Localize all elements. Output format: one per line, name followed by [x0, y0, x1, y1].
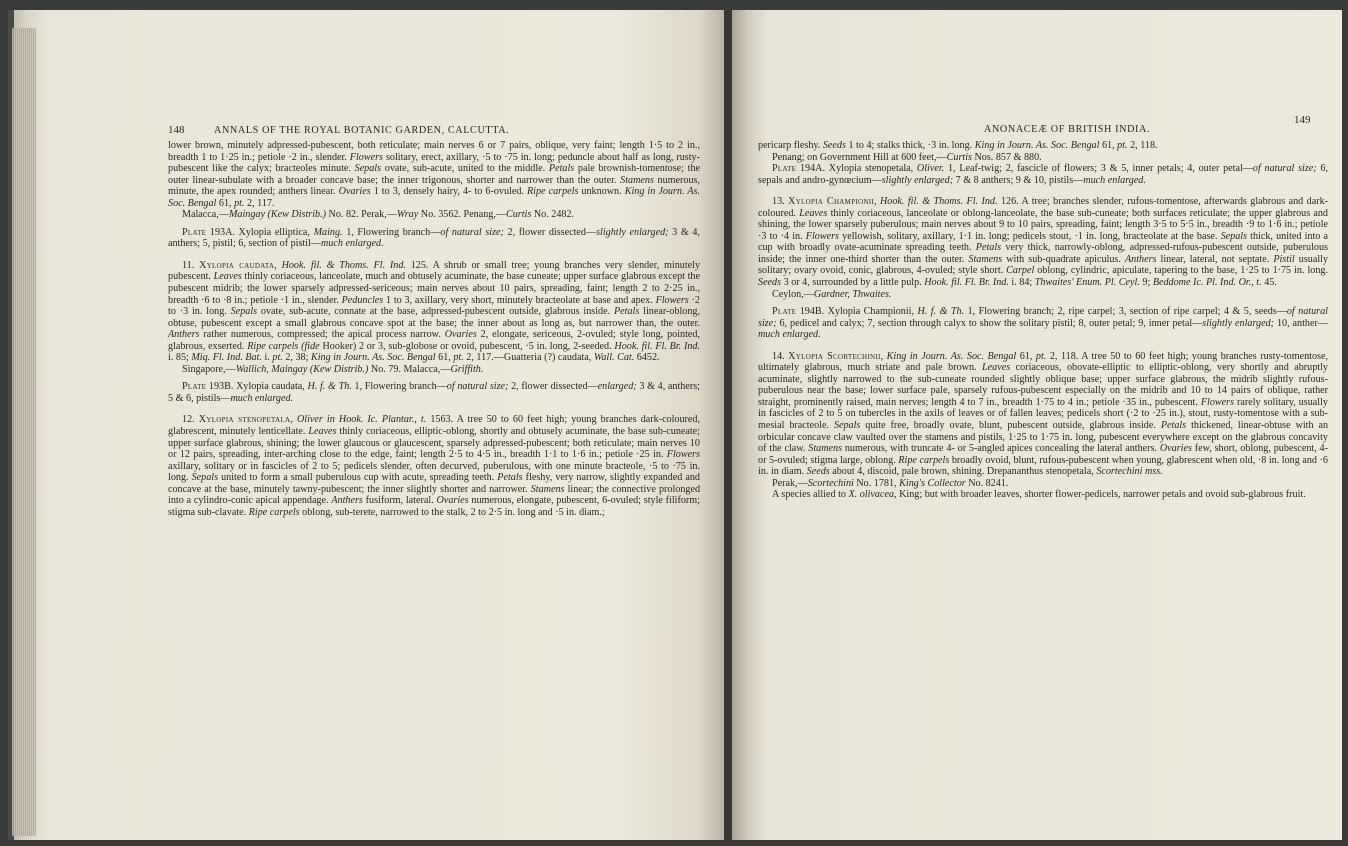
left-page [8, 10, 726, 840]
text-run: slightly enlarged; [596, 226, 669, 238]
paragraph [758, 140, 1328, 152]
text-run: Plate [772, 306, 797, 318]
text-run: thinly coriaceous, lanceolate or oblong-lanceolate, the base sub-cuneate; both surfaces reticulate; the upper glabrous and shining, the lower sparsely puberulous; main nerves about 9 to 10 pairs, spreading, faint; length 3·5 to 5·5 in., breadth ·9 to 1·6 in.; petiole ·3 to ·4 in. [758, 207, 1328, 242]
text-run: Hooker) 2 or 3, sub-globose or ovoid, pubescent, ·5 in. long, 2-seeded. [319, 340, 615, 352]
text-run: pt. [453, 352, 464, 364]
left-page-number: 148 [168, 124, 185, 136]
text-run: Anthers [331, 495, 363, 507]
text-run: Ripe carpels [248, 506, 300, 518]
paragraph [758, 478, 1328, 490]
text-run: Hook. fil. & Thoms. Fl. Ind. [281, 259, 406, 271]
text-run: 61, [1016, 350, 1036, 362]
text-run: 2, 118. [1127, 140, 1158, 151]
text-run: Ripe carpels [898, 454, 950, 466]
text-run: Petals [497, 472, 523, 484]
text-run: Ovaries [1159, 443, 1192, 455]
text-run: Carpel [1006, 265, 1035, 277]
text-run: pt. [1117, 140, 1128, 151]
text-run: Ovaries [444, 329, 477, 341]
text-run: 2, flower dissected— [503, 226, 597, 238]
text-run: of natural size; [446, 381, 509, 393]
text-run: Sepals [191, 472, 219, 484]
paragraph [168, 209, 700, 221]
text-run: with sub-quadrate apiculus. [1002, 253, 1125, 265]
text-run: 2, 117. [244, 197, 275, 209]
text-run: No. 79. Malacca,— [368, 363, 451, 375]
text-run: i. 85; [168, 352, 192, 364]
right-page-number: 149 [1294, 114, 1311, 126]
text-run: usually solitary; ovary ovoid, conic, glabrous, 4-ovuled; style short. [758, 253, 1329, 277]
text-run: Hook. fil. Fl. Br. Ind. [924, 277, 1009, 289]
text-run: Petals [613, 306, 640, 318]
text-run: Plate [182, 226, 207, 238]
text-run: much enlarged. [1083, 174, 1146, 186]
text-run: few, short, oblong, pubescent, 4- or 5-ovuled; stigma large, oblong. [758, 443, 1328, 466]
text-run: Leaves [799, 207, 828, 219]
text-run: linear, lateral, not septate. [1156, 253, 1274, 265]
text-run: H. f. & Th. [917, 306, 965, 318]
paragraph [168, 140, 700, 209]
text-run: 61, [216, 197, 235, 209]
left-page-text [168, 140, 700, 518]
text-run: Gardner, Thwaites. [813, 288, 892, 300]
paragraph [168, 260, 700, 364]
text-run: 9; [1139, 277, 1153, 289]
text-run: Ripe carpels [526, 186, 579, 198]
text-run: of natural size; [1252, 163, 1317, 175]
paragraph [168, 227, 700, 250]
text-run: Thwaites' Enum. Pl. Ceyl. [1034, 277, 1140, 289]
text-run: King in Journ. As. Soc. Bengal [310, 352, 436, 364]
text-run: Miq. Fl. Ind. Bat. [191, 352, 262, 364]
text-run: Scortechini mss. [1096, 466, 1163, 478]
paragraph [168, 381, 700, 404]
text-run: Malacca,— [182, 209, 229, 221]
text-run: Petals [975, 242, 1002, 254]
text-run: fusiform, lateral. [362, 495, 437, 507]
text-run: pale brownish-tomentose; the outer linear-subulate with a broader concave base; the inner trigonous, shorter and narrower than the outer. [168, 163, 700, 186]
text-run: united to form a small puberulous cup with acute, spreading teeth. [218, 472, 498, 484]
text-run: No. 82. Perak,— [325, 209, 397, 221]
text-run: numerous, with truncate 4- or 5-angled apices concealing the lateral anthers. [842, 443, 1160, 455]
text-run: Peduncles [341, 294, 384, 306]
text-run: Seeds [806, 466, 830, 478]
text-run: Griffith. [450, 363, 484, 375]
text-run: 1, Flowering branch— [351, 381, 447, 393]
text-run: Ovaries [436, 495, 469, 507]
right-page [732, 10, 1342, 840]
text-run: Singapore,— [182, 363, 236, 375]
text-run: ·2 to ·3 in. long. [168, 294, 700, 318]
text-run: axillary, solitary or in fascicles of 2 to 5; pedicels slender, often decurved, puberulous, with one minute bracteole, ·5 to ·75 in. long. [168, 460, 700, 484]
text-run: Seeds [758, 277, 782, 289]
paragraph [758, 289, 1328, 301]
text-run: much enlarged. [758, 329, 821, 341]
text-run: pt. [272, 352, 283, 364]
text-run: , [873, 196, 880, 208]
text-run: Xylopia Championii [788, 196, 874, 208]
text-run: Ripe carpels (fide [247, 340, 320, 352]
text-run: Stamens [530, 483, 565, 495]
text-run: No. 2482. [531, 209, 575, 221]
text-run: 1 to 3, densely hairy, 4- to 6-ovuled. [370, 186, 527, 198]
text-run: numerous, elongate, pubescent, 6-ovuled; style filiform; stigma sub-clavate. [168, 495, 700, 518]
text-run: Nos. 857 & 880. [971, 151, 1042, 163]
text-run: 12. [182, 414, 199, 426]
text-run: unknown. [578, 186, 625, 198]
text-run: Curtis [505, 209, 532, 221]
book-spread [8, 10, 1342, 840]
text-run: 1 to 4; stalks thick, ·3 in. long. [845, 140, 975, 151]
text-run: 3 or 4, surrounded by a little pulp. [781, 277, 925, 289]
text-run: Flowers [655, 294, 689, 306]
text-run: 193B. Xylopia caudata, [206, 381, 308, 393]
text-run: Stamens [968, 253, 1003, 265]
text-run: Anthers [168, 329, 200, 341]
text-run: 2, 118. A tree 50 to 60 feet high; young branches rusty-tomentose, ultimately glabrous, much striate and pale brown. [758, 350, 1328, 374]
text-run: pericarp fleshy. [758, 140, 823, 151]
text-run: 6, sepals and andro-gynœcium— [758, 163, 1328, 186]
text-run: 3 & 4, anthers; 5 & 6, pistils— [168, 381, 700, 404]
text-run: Xylopia Scortechinii [788, 350, 881, 362]
text-run: 2, 117.—Guatteria (?) caudata, [463, 352, 594, 364]
text-run: Wallich, Maingay (Kew Distrib.) [235, 363, 369, 375]
text-run: thinly coriaceous, elliptic-oblong, shortly and obtusely acuminate, the base sub-cuneate; upper surface glabrous, shining; the lower glaucous or glaucescent, sparsely adpressed-pubescent; both reticulate; main nerves 10 or 12 pairs, spreading, inter-arching close to the edge, faint; length 2·5 to 4·5 in., breadth 1·1 to 1·6 in.; petiole ·25 in. [168, 426, 700, 461]
text-run: 2, 38; [282, 352, 311, 364]
text-run: No. 1781, [853, 477, 900, 489]
text-run: H. f. & Th. [307, 381, 352, 393]
text-run: Penang; on Government Hill at 600 feet,— [772, 151, 947, 163]
text-run: Xylopia caudata [199, 259, 275, 271]
text-run: , [274, 259, 282, 271]
text-run: yellowish, solitary, axillary, 1·1 in. long; pedicels stout, ·1 in. long, bracteolate at the base. [839, 230, 1221, 242]
text-run: of natural size; [758, 306, 1328, 329]
text-run: numerous, minute, the apex rounded; anthers linear. [168, 174, 700, 198]
text-run: very thick, narrowly-oblong, adpressed-rufous-pubescent outside, puberulous inside; the inner one-third shorter than the outer. [758, 242, 1328, 265]
text-run: Ovaries [338, 186, 371, 198]
text-run: 1 to 3, axillary, very short, minutely bracteolate at base and apex. [383, 294, 656, 306]
text-run: of natural size; [440, 226, 504, 238]
text-run: 194B. Xylopia Championii, [796, 306, 918, 318]
text-run: 10, anther— [1274, 317, 1328, 329]
text-run: broadly ovoid, blunt, rufous-pubescent when young, glabrescent when old, ·8 in. long and ·6 in. in diam. [758, 454, 1328, 478]
text-run: Leaves [982, 362, 1011, 374]
text-run: ovate, sub-acute, connate at the base, adpressed-pubescent outside, glabrous inside. [257, 306, 614, 318]
text-run: Wray [396, 209, 419, 221]
paragraph [168, 364, 700, 376]
text-run: slightly enlarged; [1202, 317, 1275, 329]
text-run: ovate, sub-acute, united to the middle. [381, 163, 549, 175]
text-run: Flowers [349, 151, 383, 163]
text-run: King's Collector [899, 477, 966, 489]
text-run: , [290, 414, 297, 426]
text-run: rather numerous, compressed; the apical process narrow. [199, 329, 445, 341]
text-run: fleshy, very narrow, slightly expanded and concave at the base, minutely tawny-pubescent; the inner slightly shorter and narrower. [168, 472, 700, 495]
left-running-head: ANNALS OF THE ROYAL BOTANIC GARDEN, CALCUTTA. [214, 125, 510, 136]
paragraph [758, 152, 1328, 164]
text-run: 125. A shrub or small tree; young branches very slender, minutely pubescent. [168, 259, 701, 283]
text-run: Xylopia stenopetala [198, 414, 291, 426]
text-run: Leaves [308, 426, 337, 438]
text-run: King in Journ. As. Soc. Bengal [168, 186, 700, 209]
text-run: Perak,— [772, 477, 808, 489]
text-run: Plate [182, 381, 207, 393]
text-run: King; but with broader leaves, shorter flower-pedicels, narrower petals and ovoid sub-glabrous fruit. [896, 489, 1306, 501]
text-run: much enlarged. [321, 238, 384, 250]
text-run: Sepals [833, 420, 861, 432]
text-run: 1563. A tree 50 to 60 feet high; young branches dark-coloured, glabrescent, minutely lenticellate. [168, 414, 701, 438]
paragraph [758, 196, 1328, 288]
text-run: thinly coriaceous, lanceolate, much and obtusely acuminate, the base cuneate; upper surface glabrous except the pubescent midrib; the lower sparsely adpressed-sericeous; main nerves about 10 pairs, spreading, faint; length 2 to 2·25 in., breadth ·6 to ·8 in.; petiole ·1 in., slender. [168, 271, 700, 306]
page-edges [12, 28, 36, 836]
text-run: Scortechini [807, 477, 854, 489]
text-run: i. 84; [1008, 277, 1035, 289]
text-run: 61, [1099, 140, 1118, 151]
text-run: Sepals [354, 163, 382, 175]
text-run: 1, Flowering branch; 2, ripe carpel; 3, section of ripe carpel; 4 & 5, seeds— [964, 306, 1287, 318]
text-run: 61, [435, 352, 454, 364]
text-run: 2, flower dissected— [508, 381, 598, 393]
text-run: Petals [548, 163, 575, 175]
text-run: 45. [1261, 277, 1277, 289]
paragraph [758, 306, 1328, 341]
text-run: linear; the connective prolonged into a cylindro-conic apical appendage. [168, 483, 701, 507]
paragraph [758, 489, 1328, 501]
text-run: thick, united into a cup with broadly ovate-acuminate spreading teeth. [758, 230, 1328, 254]
text-run: Plate [772, 163, 797, 175]
text-run: lower brown, minutely adpressed-pubescent, both reticulate; main nerves 6 or 7 pairs, oblique, very faint; length 1·5 to 2 in., breadth 1 to 1·25 in.; petiole ·2 in., slender. [168, 140, 700, 163]
text-run: pt. [1035, 350, 1047, 362]
text-run: 11. [182, 259, 200, 271]
text-run: No. 8241. [965, 477, 1009, 489]
text-run: slightly enlarged; [881, 174, 954, 186]
text-run: coriaceous, obovate-elliptic to elliptic-oblong, very shortly and abruptly acuminate, slightly narrowed to the sub-cuneate rounded slightly oblique base; upper surface glabrous, the midrib slightly rufous-puberulous near the base; lower surface pale, sparsely rufous-pubescent especially on the midrib and 10 to 14 pairs of oblique, rather straight, prominently raised, main nerves; length 4 to 7 in., breadth 1·75 to 4 in.; petiole ·35 in., pubescent. [758, 362, 1328, 408]
text-run: Sepals [1220, 230, 1248, 242]
text-run: 6, pedicel and calyx; 7, section through calyx to show the solitary pistil; 8, outer petal; 9, inner petal— [776, 317, 1203, 329]
text-run: 14. [772, 350, 789, 362]
text-run: enlarged; [597, 381, 637, 393]
paragraph [758, 351, 1328, 478]
text-run: King in Journ. As. Soc. Bengal [974, 140, 1100, 151]
text-run: oblong, cylindric, apiculate, tapering to the base, 1·25 to 1·75 in. long. [1034, 265, 1328, 277]
text-run: Flowers [666, 449, 700, 461]
text-run: 2, elongate, sericeous, 2-ovuled; style long, pointed, glabrous, exserted. [168, 329, 700, 352]
text-run: Stamens [620, 174, 654, 186]
text-run: Maing. [313, 226, 343, 238]
text-run: Oliver. [916, 163, 945, 175]
text-run: Beddome Ic. Pl. Ind. Or., [1152, 277, 1254, 289]
text-run: , [880, 350, 887, 362]
text-run: t. [420, 414, 427, 426]
text-run: 1, Leaf-twig; 2, fascicle of flowers; 3 & 5, inner petals; 4, outer petal— [944, 163, 1253, 175]
text-run: Flowers [1200, 396, 1235, 408]
text-run: Flowers [805, 230, 839, 242]
text-run: linear-oblong, obtuse, pubescent except a small glabrous concave spot at the base; the inner about as long as, but narrower than, the outer. [168, 306, 701, 329]
text-run: rarely solitary, usually in fascicles of 2 to 5 on tubercles in the axils of leaves or of fallen leaves; pedicels short (·2 to ·25 in.), stout, rusty-tomentose with a sub-mesial bracteole. [758, 396, 1328, 432]
text-run: t. [1256, 277, 1262, 289]
text-run: Ceylon,— [772, 288, 814, 300]
text-run: pt. [234, 197, 245, 209]
text-run: Maingay (Kew Distrib.) [228, 209, 326, 221]
text-run: 126. A tree; branches slender, rufous-tomentose, afterwards glabrous and dark-coloured. [758, 196, 1329, 219]
text-run: Seeds [822, 140, 846, 151]
text-run: 7 & 8 anthers; 9 & 10, pistils— [953, 174, 1084, 186]
text-run: No. 3562. Penang,— [418, 209, 506, 221]
text-run: quite free, broadly ovate, blunt, pubescent outside, glabrous inside. [860, 420, 1161, 432]
text-run: 1, Flowering branch— [342, 226, 441, 238]
text-run: Hook. fil. & Thoms. Fl. Ind. [879, 196, 998, 208]
text-run: much enlarged. [230, 392, 294, 404]
text-run: i. [261, 352, 273, 364]
paragraph [758, 163, 1328, 186]
text-run: 194A. Xylopia stenopetala, [796, 163, 917, 175]
text-run: Oliver in Hook. Ic. Plantar., [296, 414, 417, 426]
text-run: A species allied to [772, 489, 849, 501]
text-run: 3 & 4, anthers; 5, pistil; 6, section of pistil— [168, 226, 700, 250]
paragraph [168, 414, 700, 518]
text-run: about 4, discoid, pale brown, shining. Drepananthus stenopetala, [829, 466, 1097, 478]
text-run: Sepals [230, 306, 258, 318]
text-run: Hook. fil. Fl. Br. Ind. [614, 340, 700, 352]
text-run: Wall. Cat. [593, 352, 635, 364]
right-running-head: ANONACEÆ OF BRITISH INDIA. [984, 124, 1151, 135]
text-run: 193A. Xylopia elliptica, [206, 226, 314, 238]
text-run: Petals [1160, 420, 1187, 432]
text-run: 6452. [634, 352, 660, 364]
text-run: Stamens [808, 443, 843, 455]
text-run: Anthers [1124, 253, 1157, 265]
text-run: Leaves [213, 271, 242, 283]
text-run: oblong, sub-terete, narrowed to the stalk, 2 to 2·5 in. long and ·5 in. diam.; [299, 506, 605, 518]
text-run: X. olivacea, [848, 489, 897, 501]
right-page-text [758, 140, 1328, 501]
text-run: Pistil [1273, 253, 1295, 265]
text-run: Curtis [946, 151, 972, 163]
text-run: 13. [772, 196, 789, 208]
text-run: King in Journ. As. Soc. Bengal [886, 350, 1017, 362]
text-run: thickened, linear-obtuse with an orbicular concave claw vaulted over the stamens and pistils, 1·25 to 1·75 in. long, pubescent everywhere except on the glabrous concavity of the claw. [758, 420, 1329, 455]
text-run: solitary, erect, axillary, ·5 to ·75 in. long; peduncle about half as long, rusty-pubescent like the calyx; bracteoles minute. [168, 151, 700, 175]
